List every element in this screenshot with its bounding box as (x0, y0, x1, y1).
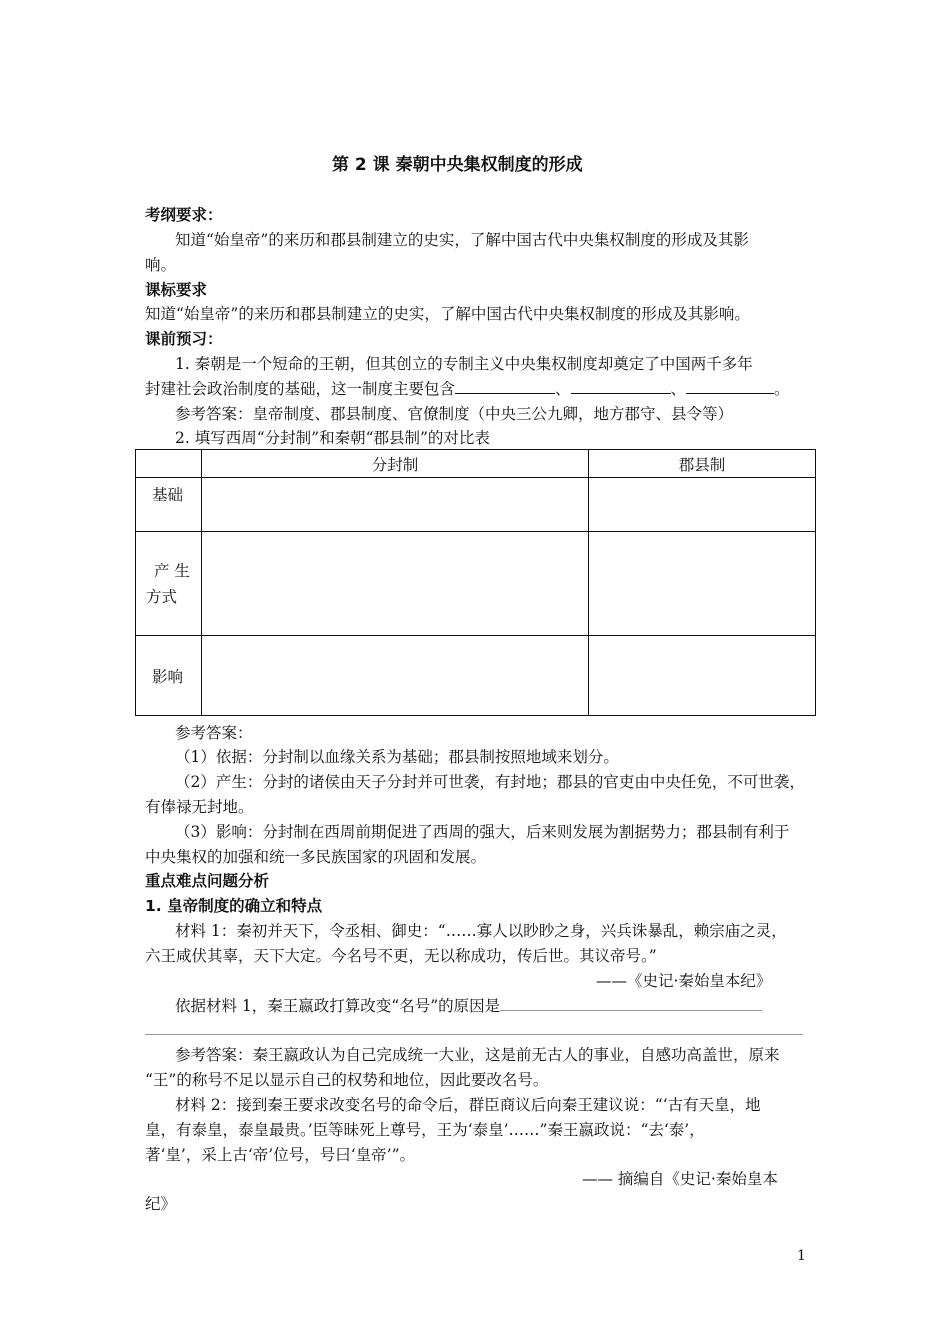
material-1: 材料 1：秦初并天下，令丞相、御史：“……寡人以眇眇之身，兴兵诛暴乱，赖宗庙之灵， (175, 922, 787, 940)
column-header-junxian: 郡县制 (589, 450, 816, 478)
material-1-cont: 六王咸伏其辜，天下大定。今名号不更，无以称成功，传后世。其议帝号。” (145, 947, 657, 965)
page-title: 第 2 课 秦朝中央集权制度的形成 (332, 155, 583, 175)
row-label-origin-a: 产 生 (154, 561, 190, 580)
cell-impact-junxian[interactable] (589, 636, 816, 716)
answer-2-item-3-cont: 中央集权的加强和统一多民族国家的巩固和发展。 (145, 848, 487, 866)
answer-2-label: 参考答案： (175, 724, 253, 742)
table-corner-cell (136, 450, 202, 478)
question-2: 2. 填写西周“分封制”和秦朝“郡县制”的对比表 (175, 429, 490, 447)
analysis-heading: 重点难点问题分析 (145, 872, 270, 890)
answer-1: 参考答案：皇帝制度、郡县制度、官僚制度（中央三公九卿，地方郡守、县令等） (175, 405, 734, 423)
table-row (136, 636, 816, 716)
question-material-1-text: 依据材料 1，秦王嬴政打算改变“名号”的原因是 (175, 997, 501, 1015)
exam-requirements-heading: 考纲要求： (145, 206, 223, 224)
answer-material-1-cont: “王”的称号不足以显示自己的权势和地位，因此要改名号。 (145, 1071, 549, 1089)
row-label-basis: 基础 (136, 478, 202, 532)
material-2-source: —— 摘编自《史记·秦始皇本 (582, 1170, 778, 1188)
row-label-origin-b: 方式 (146, 587, 178, 606)
column-header-fengjian: 分封制 (202, 450, 589, 478)
comparison-table (135, 449, 816, 716)
period: 。 (774, 380, 790, 398)
exam-requirements-text: 知道“始皇帝”的来历和郡县制建立的史实，了解中国古代中央集权制度的形成及其影 (175, 231, 749, 249)
answer-line (145, 1034, 803, 1035)
separator-2: 、 (670, 380, 687, 398)
answer-material-1: 参考答案：秦王嬴政认为自己完成统一大业，这是前无古人的事业，自感功高盖世，原来 (175, 1046, 780, 1064)
material-2-cont: 皇，有泰皇，泰皇最贵。’臣等昧死上尊号，王为‘泰皇’……”秦王嬴政说：“去‘泰’， (145, 1121, 705, 1139)
page-number: 1 (797, 1248, 806, 1264)
preview-heading: 课前预习： (145, 330, 223, 348)
fill-blank-2[interactable] (571, 378, 671, 394)
table-row (136, 478, 816, 532)
question-1-text: 封建社会政治制度的基础，这一制度主要包含 (145, 380, 456, 398)
exam-requirements-text-cont: 响。 (145, 256, 177, 274)
material-1-source: ——《史记·秦始皇本纪》 (596, 972, 772, 990)
row-label-impact: 影响 (136, 636, 202, 716)
answer-2-item-2: （2）产生：分封的诸侯由天子分封并可世袭，有封地；郡县的官吏由中央任免，不可世袭， (175, 773, 805, 791)
material-2-cont-2: 著‘皇’，采上古‘帝’位号，号曰‘皇帝’”。 (145, 1146, 415, 1164)
answer-blank[interactable] (500, 995, 762, 1011)
material-2: 材料 2：接到秦王要求改变名号的命令后，群臣商议后向秦王建议说：“‘古有天皇，地 (175, 1096, 761, 1114)
table-header-row (136, 450, 816, 478)
table-row (136, 532, 816, 636)
cell-basis-fengjian[interactable] (202, 478, 589, 532)
cell-origin-junxian[interactable] (589, 532, 816, 636)
answer-2-item-3: （3）影响：分封制在西周前期促进了西周的强大，后来则发展为割据势力；郡县制有利于 (175, 823, 790, 841)
cell-basis-junxian[interactable] (589, 478, 816, 532)
question-1-cont (145, 377, 790, 399)
fill-blank-3[interactable] (686, 378, 774, 394)
separator-1: 、 (555, 380, 571, 398)
answer-2-item-1: （1）依据：分封制以血缘关系为基础；郡县制按照地域来划分。 (175, 748, 619, 766)
cell-origin-fengjian[interactable] (202, 532, 589, 636)
question-material-1 (175, 994, 762, 1016)
subsection-1-heading: 1. 皇帝制度的确立和特点 (145, 897, 323, 915)
material-2-source-cont: 纪》 (145, 1195, 177, 1213)
question-1: 1. 秦朝是一个短命的王朝，但其创立的专制主义中央集权制度却奠定了中国两千多年 (175, 355, 753, 373)
curriculum-requirements-text: 知道“始皇帝”的来历和郡县制建立的史实，了解中国古代中央集权制度的形成及其影响。 (145, 305, 750, 323)
answer-2-item-2-cont: 有俸禄无封地。 (145, 798, 254, 816)
fill-blank-1[interactable] (455, 378, 555, 394)
row-label-origin (136, 532, 202, 636)
cell-impact-fengjian[interactable] (202, 636, 589, 716)
curriculum-requirements-heading: 课标要求 (145, 281, 208, 299)
